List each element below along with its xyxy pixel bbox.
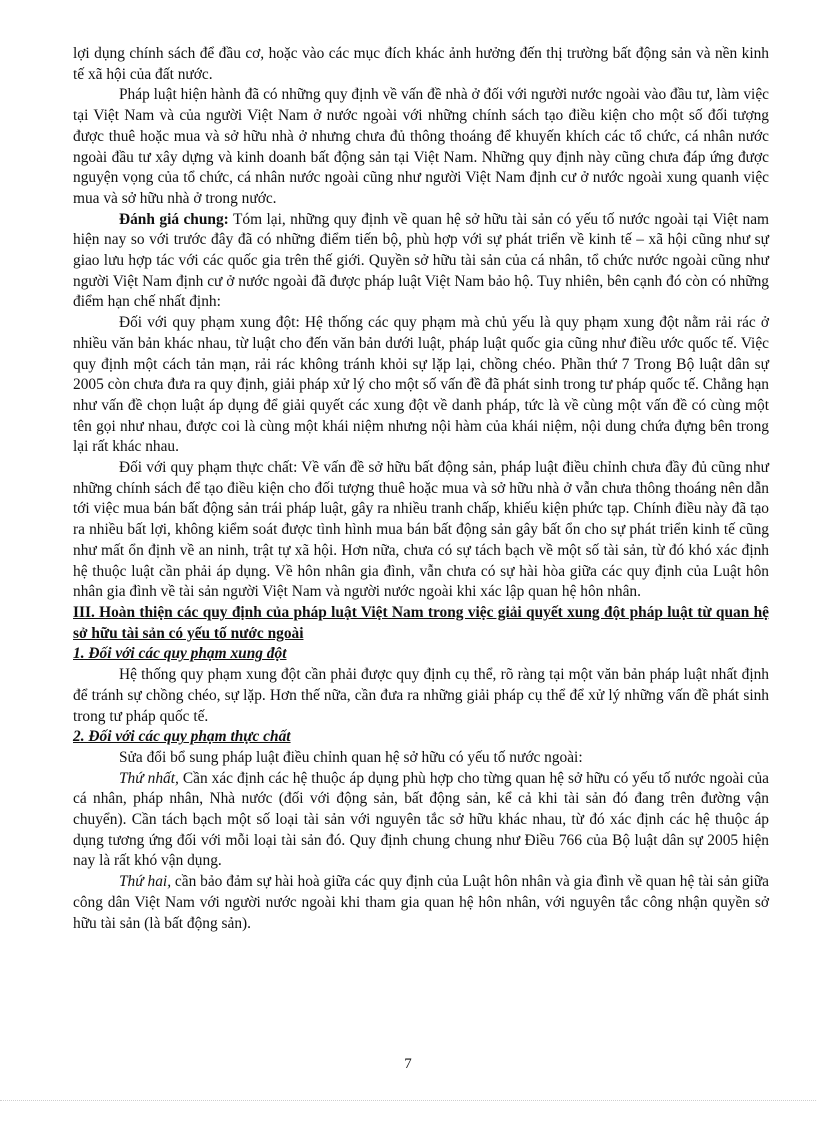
- paragraph: Đối với quy phạm thực chất: Về vấn đề sở hữu bất động sản, pháp luật điều chỉnh chưa đầy đủ cũng như những chính sách để tạo điều kiện cho đối tượng thuê hoặc mua và sở hữu nhà ở vẫn chưa thông thoáng nên dẫn tới việc mua bán bất động sản trái pháp luật, gây ra nhiều tranh chấp, khiếu kiện phức tạp. Chính điều này đã tạo ra nhiều bất lợi, không kiểm soát được tình hình mua bán bất động sản gây bất ổn cho sự phát triển kinh tế cũng như mất ổn định về an ninh, trật tự xã hội. Hơn nữa, chưa có sự tách bạch về một số tài sản, từ đó khó xác định hệ thuộc luật cần phải áp dụng. Về hôn nhân gia đình, vẫn chưa có sự hài hòa giữa các quy định của Luật hôn nhân gia đình về tài sản người Việt Nam và người nước ngoài khi xác lập quan hệ hôn nhân.: [73, 459, 769, 601]
- paragraph-text: Tóm lại, những quy định về quan hệ sở hữu tài sản có yếu tố nước ngoài tại Việt nam hiện nay so với trước đây đã có những điểm tiến bộ, phù hợp với sự phát triển về kinh tế – xã hội cũng như sự giao lưu hợp tác với các quốc gia trên thế giới. Quyền sở hữu tài sản của cá nhân, tổ chức nước ngoài cũng như người Việt Nam định cư ở nước ngoài đã được pháp luật Việt Nam bảo hộ. Tuy nhiên, bên cạnh đó còn có những điểm hạn chế nhất định:: [73, 210, 769, 311]
- paragraph-overall-assessment: [73, 210, 769, 314]
- page-divider: [0, 1100, 816, 1101]
- paragraph: Sửa đổi bổ sung pháp luật điều chỉnh quan hệ sở hữu có yếu tố nước ngoài:: [119, 748, 583, 766]
- paragraph-lead: Thứ hai,: [119, 873, 172, 891]
- paragraph: Hệ thống quy phạm xung đột cần phải được quy định cụ thể, rõ ràng tại một văn bản pháp luật nhất định để tránh sự chồng chéo, sự lặp. Hơn thế nữa, cần đưa ra những giải pháp cụ thể để xử lý những vấn đề phát sinh trong tư pháp quốc tế.: [73, 666, 769, 725]
- paragraph: Pháp luật hiện hành đã có những quy định về vấn đề nhà ở đối với người nước ngoài vào đầu tư, làm việc tại Việt Nam và của người Việt Nam ở nước ngoài với những chính sách tạo điều kiện cho một số đối tượng được thuê hoặc mua và sở hữu nhà ở nhưng chưa đủ thông thoáng để khuyến khích các tổ chức, cá nhân nước ngoài đầu tư xây dựng và kinh doanh bất động sản tại Việt Nam. Những quy định này cũng chưa đáp ứng được nguyện vọng của tổ chức, cá nhân nước ngoài cũng như người Việt Nam định cư ở nước ngoài xung quanh việc mua và sở hữu nhà ở trong nước.: [73, 86, 769, 207]
- document-body: [73, 44, 769, 934]
- paragraph-lead: Đánh giá chung:: [119, 210, 229, 228]
- paragraph-text: Cần xác định các hệ thuộc áp dụng phù hợp cho từng quan hệ sở hữu có yếu tố nước ngoài của cá nhân, pháp nhân, Nhà nước (đối với động sản, bất động sản, kể cả khi tài sản đó đang trên đường vận chuyển). Cần tách bạch một số loại tài sản với nguyên tắc sở hữu khác nhau, từ đó xác định các hệ thuộc áp dụng tương ứng đối với mỗi loại tài sản đó. Quy định chung chung như Điều 766 của Bộ luật dân sự 2005 hiện nay là rất khó vận dụng.: [73, 769, 769, 870]
- paragraph-lead: Thứ nhất,: [119, 769, 179, 787]
- paragraph-second-point: [73, 872, 769, 934]
- subsection-heading: 2. Đối với các quy phạm thực chất: [73, 728, 291, 746]
- paragraph: Đối với quy phạm xung đột: Hệ thống các quy phạm mà chủ yếu là quy phạm xung đột nằm rải rác ở nhiều văn bản khác nhau, từ luật cho đến văn bản dưới luật, pháp luật quốc gia cũng như điều ước quốc tế. Việc quy định một cách tản mạn, rải rác không tránh khỏi sự lặp lại, chồng chéo. Phần thứ 7 Trong Bộ luật dân sự 2005 còn chưa đưa ra quy định, giải pháp xử lý cho một số vấn đề đã phát sinh trong tư pháp quốc tế. Chẳng hạn như vấn đề chọn luật áp dụng để giải quyết các xung đột về danh pháp, tức là về cùng một vấn đề có cùng một tên gọi như nhau, được coi là cùng một khái niệm nhưng nội hàm của khái niệm, nội dung chứa đựng bên trong lại rất khác nhau.: [73, 314, 769, 456]
- page-number: 7: [404, 1056, 412, 1072]
- paragraph-text: cần bảo đảm sự hài hoà giữa các quy định của Luật hôn nhân và gia đình về quan hệ tài sản giữa công dân Việt Nam với người nước ngoài khi tham gia quan hệ hôn nhân, với nguyên tắc công nhận quyền sở hữu tài sản (là bất động sản).: [73, 873, 770, 932]
- section-heading: III. Hoàn thiện các quy định của pháp luật Việt Nam trong việc giải quyết xung đột pháp luật từ quan hệ sở hữu tài sản có yếu tố nước ngoài: [73, 603, 769, 642]
- paragraph: lợi dụng chính sách để đầu cơ, hoặc vào các mục đích khác ảnh hưởng đến thị trường bất động sản và nền kinh tế xã hội của đất nước.: [73, 45, 769, 83]
- subsection-heading: 1. Đối với các quy phạm xung đột: [73, 645, 287, 663]
- paragraph-first-point: [73, 769, 769, 873]
